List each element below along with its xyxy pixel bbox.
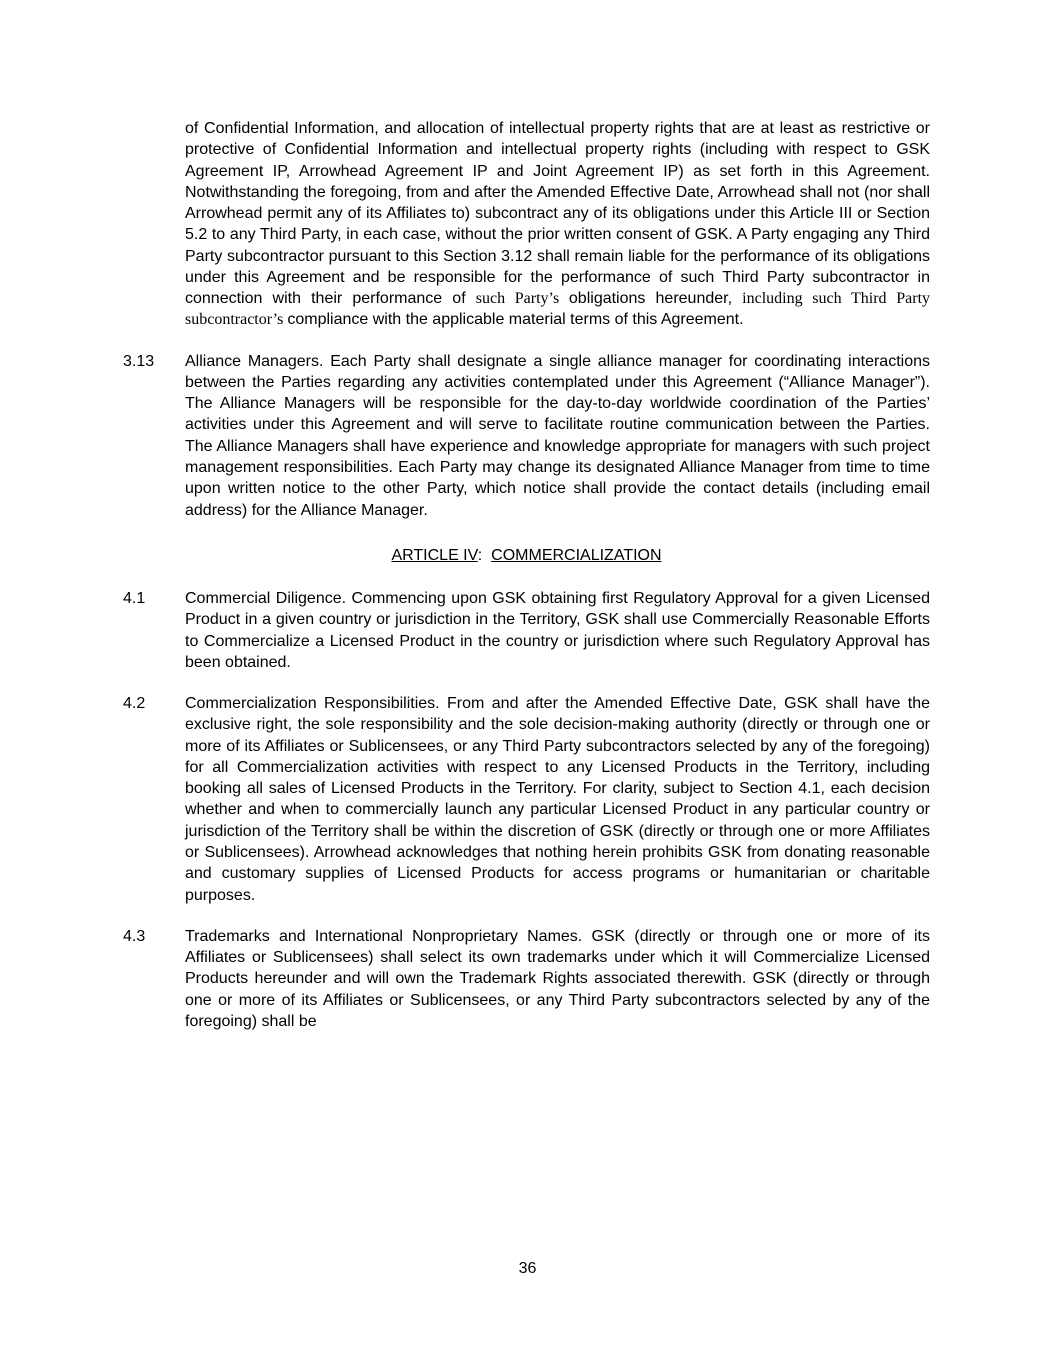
text-segment-serif: such Party’s (475, 290, 569, 308)
section-text: Trademarks and International Nonproprietary Names. GSK (directly or through one or more of its Affiliates or Sublicensees) shall select its own trademarks under which it will Commercialize Licensed Products hereunder and will own the Trademark Rights associated therewith. GSK (directly or through one or more of its Affiliates or Sublicensees, or any Third Party subcontractors selected by any of the foregoing) shall be (185, 927, 930, 1030)
text-segment-serif: including such Third Party subcontractor’s (185, 290, 931, 329)
section-number: 4.1 (123, 590, 146, 608)
section-number: 3.13 (123, 352, 155, 370)
article-heading (123, 545, 930, 566)
section-4-2 (123, 693, 930, 906)
article-title: COMMERCIALIZATION (491, 546, 662, 564)
section-number: 4.3 (123, 927, 146, 945)
section-4-1 (123, 588, 930, 673)
section-text: Commercialization Responsibilities. From and after the Amended Effective Date, GSK shall have the exclusive right, the sole responsibility and the sole decision-making authority (directly or through one or more of its Affiliates or Sublicensees, or any Third Party subcontractors selected by any of the foregoing) for all Commercialization activities with respect to any Licensed Products in the Territory, including booking all sales of Licensed Products in the Territory. For clarity, subject to Section 4.1, each decision whether and when to commercially launch any particular Licensed Product in any particular country or jurisdiction of the Territory shall be within the discretion of GSK (directly or through one or more Affiliates or Sublicensees). Arrowhead acknowledges that nothing herein prohibits GSK from donating reasonable and customary supplies of Licensed Products for access programs or humanitarian or charitable purposes. (185, 695, 930, 904)
article-label: ARTICLE IV (391, 546, 478, 564)
text-segment-sans: obligations hereunder, (568, 290, 743, 308)
section-text: Commercial Diligence. Commencing upon GSK obtaining first Regulatory Approval for a given Licensed Product in a given country or jurisdiction in the Territory, GSK shall use Commercially Reasonable Efforts to Commercialize a Licensed Product in the country or jurisdiction where such Regulatory Approval has been obtained. (185, 590, 930, 671)
text-segment-sans: compliance with the applicable material terms of this Agreement. (287, 311, 744, 329)
section-number: 4.2 (123, 695, 146, 713)
page-number: 36 (518, 1259, 537, 1277)
continuation-paragraph (185, 118, 930, 331)
section-3-13 (123, 351, 930, 521)
page-footer (0, 1258, 1055, 1279)
section-text: Alliance Managers. Each Party shall designate a single alliance manager for coordinating interactions between the Parties regarding any activities contemplated under this Agreement (“Alliance Manager”). The Alliance Managers will be responsible for the day-to-day worldwide coordination of the Parties’ activities under this Agreement and will serve to facilitate routine communication between the Parties. The Alliance Managers shall have experience and knowledge appropriate for managers with such project management responsibilities. Each Party may change its designated Alliance Manager from time to time upon written notice to the other Party, which notice shall provide the contact details (including email address) for the Alliance Manager. (185, 352, 930, 519)
text-segment-sans: of Confidential Information, and allocation of intellectual property rights that are at least as restrictive or protective of Confidential Information and intellectual property rights (including with respect to GSK Agreement IP, Arrowhead Agreement IP and Joint Agreement IP) as set forth in this Agreement. Notwithstanding the foregoing, from and after the Amended Effective Date, Arrowhead shall not (nor shall Arrowhead permit any of its Affiliates to) subcontract any of its obligations under this Article III or Section 5.2 to any Third Party, in each case, without the prior written consent of GSK. A Party engaging any Third Party subcontractor pursuant to this Section 3.12 shall remain liable for the performance of its obligations under this Agreement and be responsible for the performance of such Third Party subcontractor in connection with their performance of (185, 120, 930, 308)
section-4-3 (123, 926, 930, 1032)
article-separator: : (477, 546, 483, 564)
